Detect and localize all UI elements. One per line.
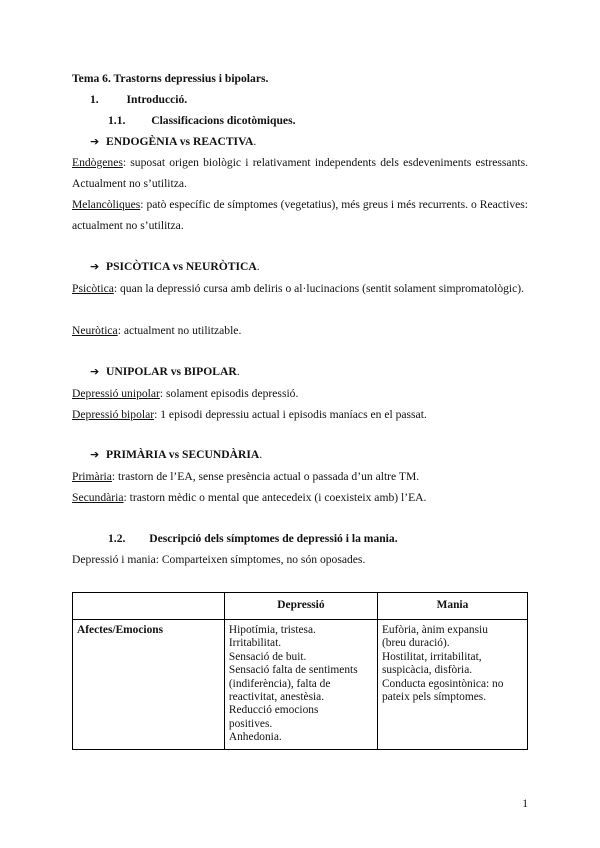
arrow-right-icon: ➔ — [90, 260, 100, 273]
heading-dot: . — [236, 365, 240, 378]
table-row — [73, 620, 528, 750]
entry-term: Secundària — [72, 491, 124, 504]
section-1-1-number: 1.1. — [108, 114, 126, 127]
page-number: 1 — [522, 797, 528, 810]
cell-line: pateix pels símptomes. — [381, 691, 487, 704]
arrow-right-icon: ➔ — [90, 365, 100, 378]
entry-text: : solament episodis depressió. — [159, 387, 299, 400]
cell-line: suspicàcia, disfòria. — [381, 664, 473, 677]
section-1-2-intro: Depressió i mania: Comparteixen símptomes, no són oposades. — [72, 553, 366, 566]
heading-dot: . — [253, 135, 257, 148]
group-heading-primaria — [90, 448, 262, 462]
entry-text: : quan la depressió cursa amb deliris o al·lucinacions (sentit solament simpromatològic). — [113, 282, 525, 295]
group-heading-unipolar — [90, 365, 240, 379]
entry-depressio-bipolar — [72, 404, 528, 425]
entry-text: : trastorn mèdic o mental que antecedeix (i coexisteix amb) l’EA. — [123, 491, 427, 504]
heading-dot: . — [259, 448, 263, 461]
section-1-2-number: 1.2. — [108, 532, 126, 545]
entry-text: : 1 episodi depressiu actual i episodis maníacs en el passat. — [154, 408, 427, 421]
cell-line: Reducció emocions — [228, 704, 319, 717]
symptoms-table — [72, 592, 528, 750]
section-1-1-heading — [108, 114, 296, 128]
entry-term: Depressió bipolar — [72, 408, 155, 421]
section-1-heading — [90, 93, 187, 107]
entry-term: Depressió unipolar — [72, 387, 160, 400]
group-heading-text: ENDOGÈNIA vs REACTIVA — [106, 135, 254, 148]
cell-line: Eufòria, ànim expansiu — [381, 624, 488, 636]
section-1-number: 1. — [90, 93, 99, 106]
doc-title: Tema 6. Trastorns depressius i bipolars. — [72, 72, 269, 85]
entry-psicotica — [72, 278, 528, 299]
row-label-afectes: Afectes/Emocions — [73, 620, 225, 750]
section-1-2-heading — [108, 532, 398, 546]
arrow-right-icon: ➔ — [90, 135, 100, 148]
entry-term: Psicòtica — [72, 282, 114, 295]
entry-endogenes — [72, 152, 528, 194]
cell-line: (indiferència), falta de — [228, 677, 331, 690]
cell-line: Hipotímia, tristesa. — [228, 624, 316, 636]
cell-mania-afectes — [377, 620, 527, 750]
cell-line: Sensació falta de sentiments — [228, 664, 358, 677]
entry-text: : actualment no utilitzable. — [117, 324, 242, 337]
cell-line: (breu duració). — [381, 637, 450, 650]
cell-line: Irritabilitat. — [228, 637, 282, 650]
section-1-1-title: Classificacions dicotòmiques. — [151, 114, 296, 127]
cell-line: Conducta egosintònica: no — [381, 677, 504, 690]
section-1-2-title: Descripció dels símptomes de depressió i la mania. — [149, 532, 398, 545]
group-heading-text: PRIMÀRIA vs SECUNDÀRIA — [106, 448, 260, 461]
entry-depressio-unipolar — [72, 383, 528, 404]
table-header-empty — [73, 593, 225, 620]
entry-term: Primària — [72, 470, 112, 483]
entry-secundaria — [72, 487, 528, 508]
cell-depressio-afectes — [224, 620, 377, 750]
heading-dot: . — [256, 260, 260, 273]
section-1-title: Introducció. — [126, 93, 188, 106]
entry-text: : suposat origen biològic i relativament independents dels esdeveniments estressants. Actualment no s’utilitza. — [72, 156, 528, 190]
entry-primaria — [72, 466, 528, 487]
cell-line: reactivitat, anestèsia. — [228, 691, 325, 704]
entry-term: Melancòliques — [72, 198, 141, 211]
cell-line: Sensació de buit. — [228, 650, 307, 663]
table-header-mania: Mania — [377, 593, 527, 620]
entry-neurotica — [72, 320, 528, 341]
entry-text: : trastorn de l’EA, sense presència actual o passada d’un altre TM. — [111, 470, 420, 483]
group-heading-endogenia — [90, 135, 256, 149]
cell-line: positives. — [228, 717, 273, 730]
entry-text: : patò específic de símptomes (vegetatius), més greus i més recurrents. o Reactives: actualment no s’utilitza. — [72, 198, 528, 232]
entry-melancoliques — [72, 194, 528, 236]
cell-line: Hostilitat, irritabilitat, — [381, 650, 482, 663]
table-header-depressio: Depressió — [224, 593, 377, 620]
group-heading-text: UNIPOLAR vs BIPOLAR — [106, 365, 237, 378]
group-heading-text: PSICÒTICA vs NEURÒTICA — [106, 260, 257, 273]
cell-line: Anhedonia. — [228, 731, 282, 744]
group-heading-psicotica — [90, 260, 260, 274]
entry-term: Neuròtica — [72, 324, 118, 337]
table-header-row — [73, 593, 528, 620]
arrow-right-icon: ➔ — [90, 448, 100, 461]
entry-term: Endògenes — [72, 156, 123, 169]
